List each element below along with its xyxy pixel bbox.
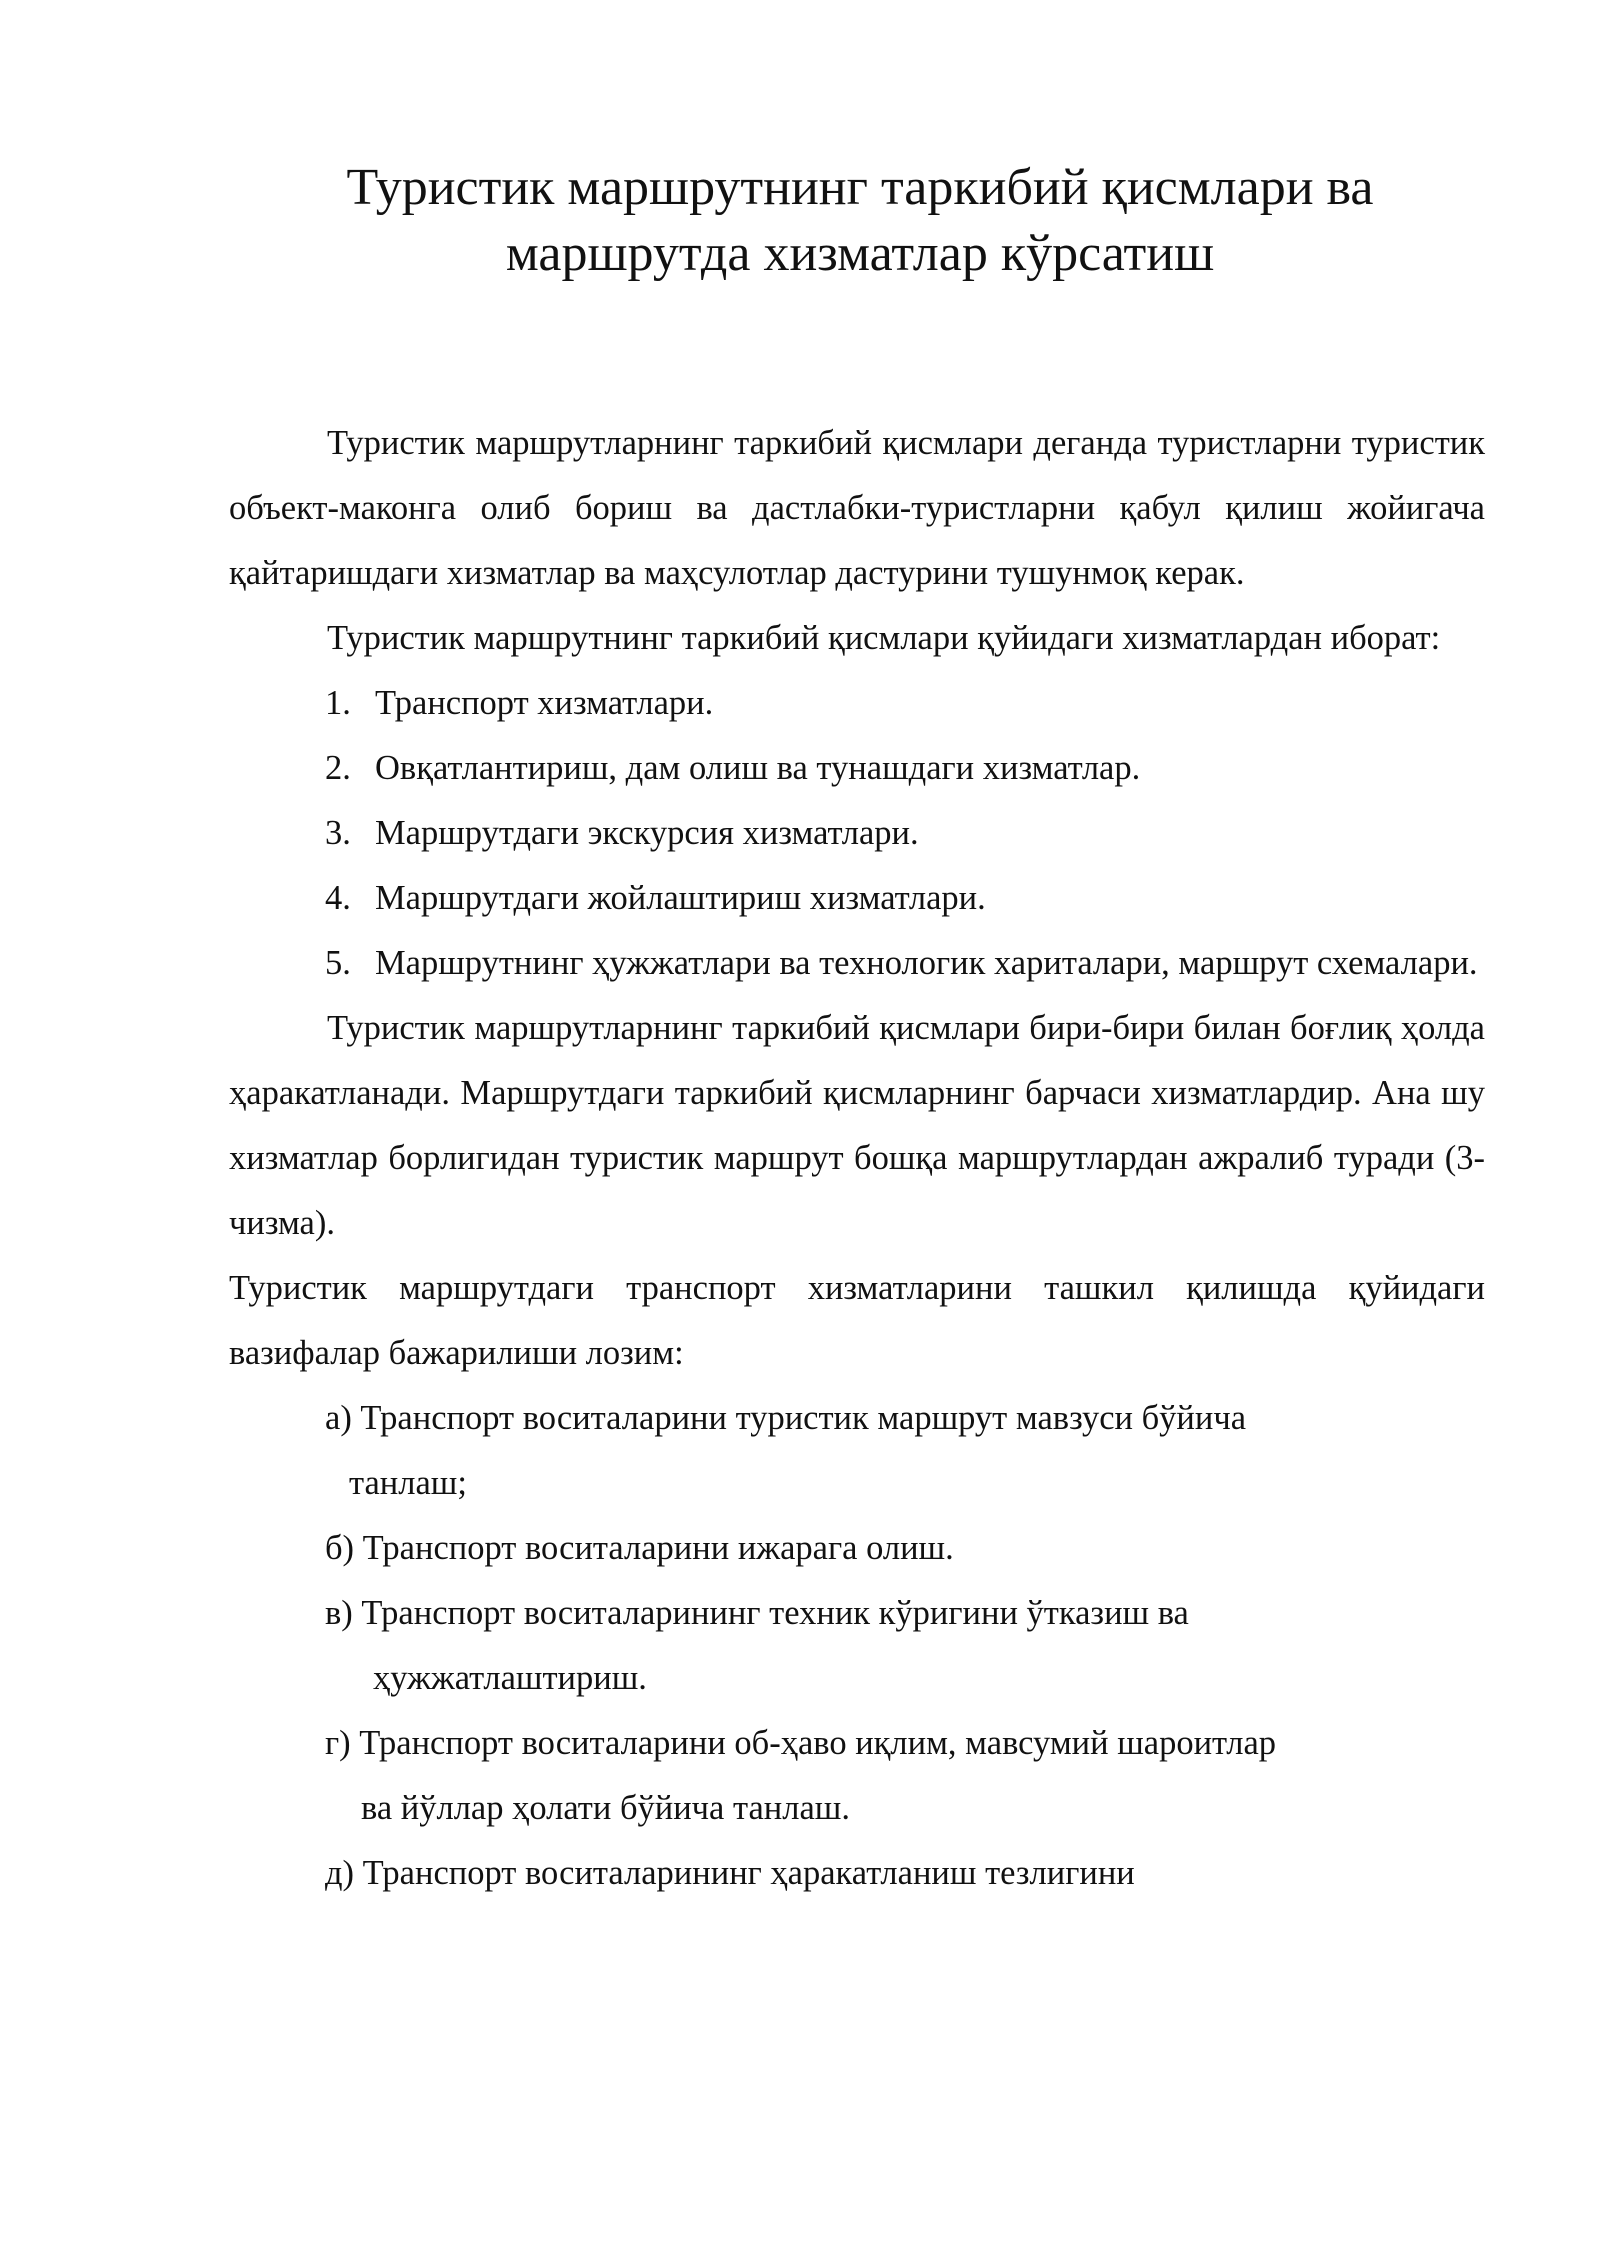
lettered-item-a (229, 1386, 1365, 1516)
lettered-item-a-line-2: танлаш; (349, 1464, 467, 1502)
list-item-number: 2. (325, 749, 351, 787)
lettered-list (229, 1386, 1485, 1906)
list-item-number: 1. (325, 684, 351, 722)
list-item (229, 736, 1485, 801)
list-item (229, 866, 1485, 931)
list-item-text: Транспорт хизматлари. (375, 684, 714, 722)
list-item (229, 671, 1485, 736)
lettered-item-d (229, 1841, 1365, 1906)
lettered-item-g-line-1: г) Транспорт воситаларини об-ҳаво иқлим, мавсумий шароитлар (325, 1724, 1277, 1762)
list-item-text: Маршрутнинг ҳужжатлари ва технологик хариталари, маршрут схемалари. (375, 944, 1478, 982)
paragraph-2: Туристик маршрутнинг таркибий қисмлари қуйидаги хизматлардан иборат: (327, 619, 1441, 657)
numbered-list (229, 671, 1485, 996)
lettered-item-a-line-1: а) Транспорт воситаларини туристик маршрут мавзуси бўйича (325, 1399, 1247, 1437)
paragraph-3: Туристик маршрутларнинг таркибий қисмлари бири-бири билан боғлиқ ҳолда ҳаракатланади. Маршрутдаги таркибий қисмларнинг барчаси хизматлардир. Ана шу хизматлар борлигидан туристик маршрут бошқа маршрутлардан ажралиб туради (3-чизма). (229, 1009, 1485, 1242)
list-item (229, 801, 1485, 866)
lettered-item-d-line-1: д) Транспорт воситаларининг ҳаракатланиш тезлигини (325, 1854, 1135, 1892)
lettered-item-g (229, 1711, 1365, 1841)
lettered-item-g-line-2: ва йўллар ҳолати бўйича танлаш. (361, 1789, 850, 1827)
list-item-number: 5. (325, 944, 351, 982)
list-item-text: Маршрутдаги экскурсия хизматлари. (375, 814, 919, 852)
list-item-text: Маршрутдаги жойлаштириш хизматлари. (375, 879, 986, 917)
lettered-item-b-line-1: б) Транспорт воситаларини ижарага олиш. (325, 1529, 954, 1567)
title-line-1: Туристик маршрутнинг таркибий қисмлари ва (346, 159, 1374, 216)
document-body (229, 411, 1485, 1906)
lettered-item-v (229, 1581, 1365, 1711)
lettered-item-b (229, 1516, 1365, 1581)
list-item-text: Овқатлантириш, дам олиш ва тунашдаги хизматлар. (375, 749, 1141, 787)
title-line-2: маршрутда хизматлар кўрсатиш (505, 225, 1215, 282)
lettered-item-v-line-2: ҳужжатлаштириш. (373, 1659, 647, 1697)
list-item-number: 4. (325, 879, 351, 917)
paragraph-1: Туристик маршрутларнинг таркибий қисмлари деганда туристларни туристик объект-маконга олиб бориш ва дастлабки-туристларни қабул қилиш жойигача қайтаришдаги хизматлар ва маҳсулотлар дастурини тушунмоқ керак. (229, 424, 1485, 592)
list-item-number: 3. (325, 814, 351, 852)
list-item (229, 931, 1485, 996)
lettered-item-v-line-1: в) Транспорт воситаларининг техник кўригини ўтказиш ва (325, 1594, 1189, 1632)
paragraph-4: Туристик маршрутдаги транспорт хизматларини ташкил қилишда қуйидаги вазифалар бажарилиши лозим: (229, 1269, 1485, 1372)
document-title (230, 155, 1490, 287)
